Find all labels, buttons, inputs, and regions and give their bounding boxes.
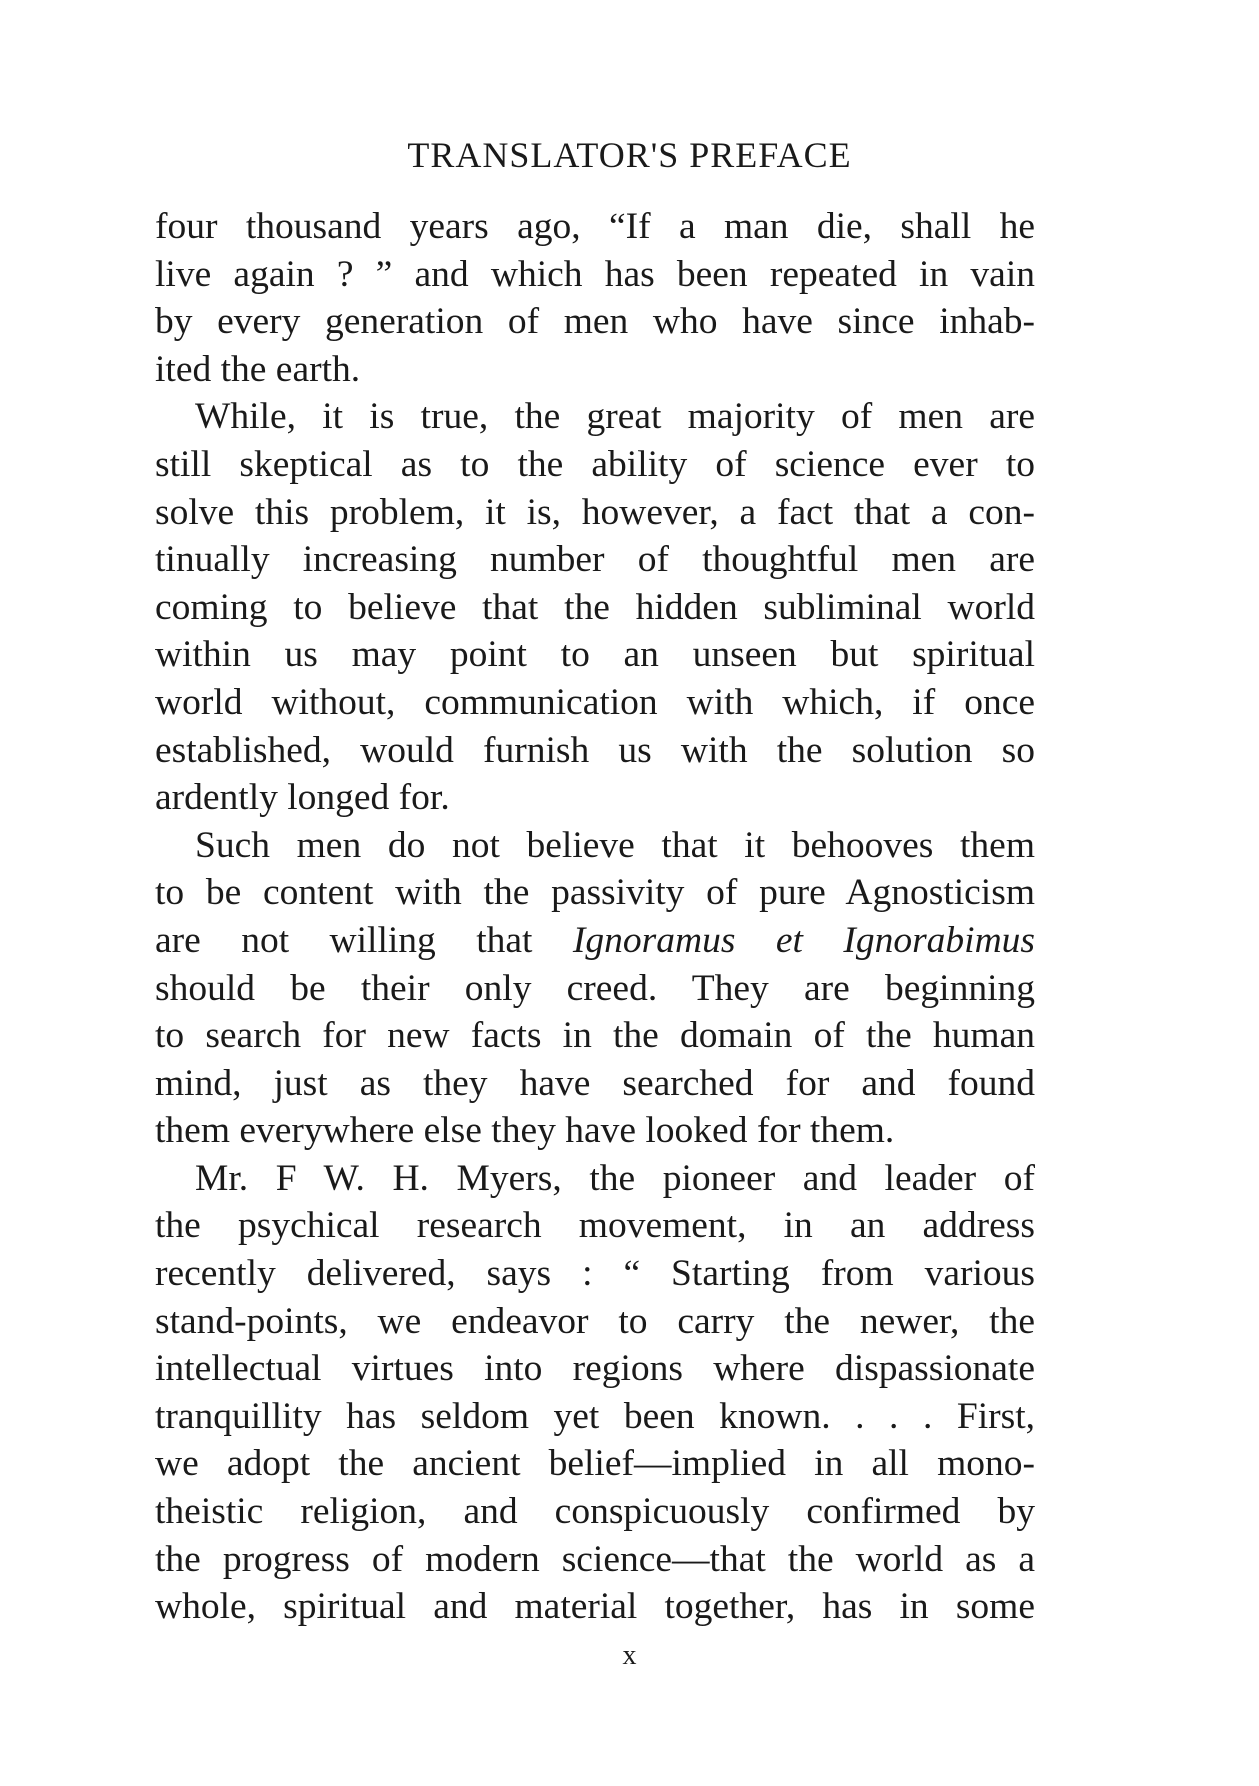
text-line: four thousand years ago, “If a man die, shall he [155, 206, 1035, 247]
text-line: solve this problem, it is, however, a fact that a con- [155, 491, 1035, 533]
text-line: within us may point to an unseen but spiritual [155, 634, 1035, 676]
body-text [155, 203, 1035, 1631]
paragraph-1 [155, 203, 1035, 393]
text-line: to search for new facts in the domain of the human [155, 1015, 1035, 1057]
text-line: stand-points, we endeavor to carry the newer, the [155, 1300, 1035, 1342]
text-line: coming to believe that the hidden subliminal world [155, 586, 1035, 628]
text-line: tranquillity has seldom yet been known. . . . First, [155, 1395, 1035, 1437]
text-line: the progress of modern science—that the world as a [155, 1538, 1035, 1580]
text-line: should be their only creed. They are beginning [155, 967, 1035, 1009]
latin-phrase: Ignoramus et Ignorabimus [572, 919, 1036, 961]
text-line: ited the earth. [155, 348, 361, 390]
text-run: are not willing that [155, 919, 573, 961]
text-line: Such men do not believe that it behooves them [195, 824, 1035, 866]
running-head: TRANSLATOR'S PREFACE [407, 135, 852, 175]
paragraph-3 [155, 822, 1035, 1155]
text-line: the psychical research movement, in an address [155, 1205, 1035, 1247]
text-line: theistic religion, and conspicuously confirmed by [155, 1491, 1035, 1533]
text-line: recently delivered, says : “ Starting from various [155, 1253, 1035, 1295]
paragraph-2 [155, 393, 1035, 821]
text-line: them everywhere else they have looked for them. [155, 1110, 895, 1152]
paragraph-4 [155, 1155, 1035, 1631]
text-line: established, would furnish us with the solution so [155, 729, 1035, 771]
text-line: by every generation of men who have since inhab- [155, 301, 1035, 343]
text-line: to be content with the passivity of pure Agnosticism [155, 872, 1035, 914]
text-line-with-italic [155, 917, 1035, 965]
text-line: we adopt the ancient belief—implied in all mono- [155, 1443, 1035, 1485]
text-line: While, it is true, the great majority of men are [195, 396, 1035, 438]
text-line: mind, just as they have searched for and found [155, 1062, 1035, 1104]
text-line: Mr. F W. H. Myers, the pioneer and leader of [195, 1157, 1035, 1199]
text-line: whole, spiritual and material together, has in some [155, 1586, 1035, 1628]
text-line: world without, communication with which, if once [155, 681, 1035, 723]
text-line: live again ? ” and which has been repeated in vain [155, 253, 1035, 295]
text-line: intellectual virtues into regions where dispassionate [155, 1348, 1035, 1390]
text-line: ardently longed for. [155, 777, 450, 819]
page-number: x [622, 1640, 637, 1671]
text-line: still skeptical as to the ability of science ever to [155, 443, 1035, 485]
text-line: tinually increasing number of thoughtful men are [155, 539, 1035, 581]
